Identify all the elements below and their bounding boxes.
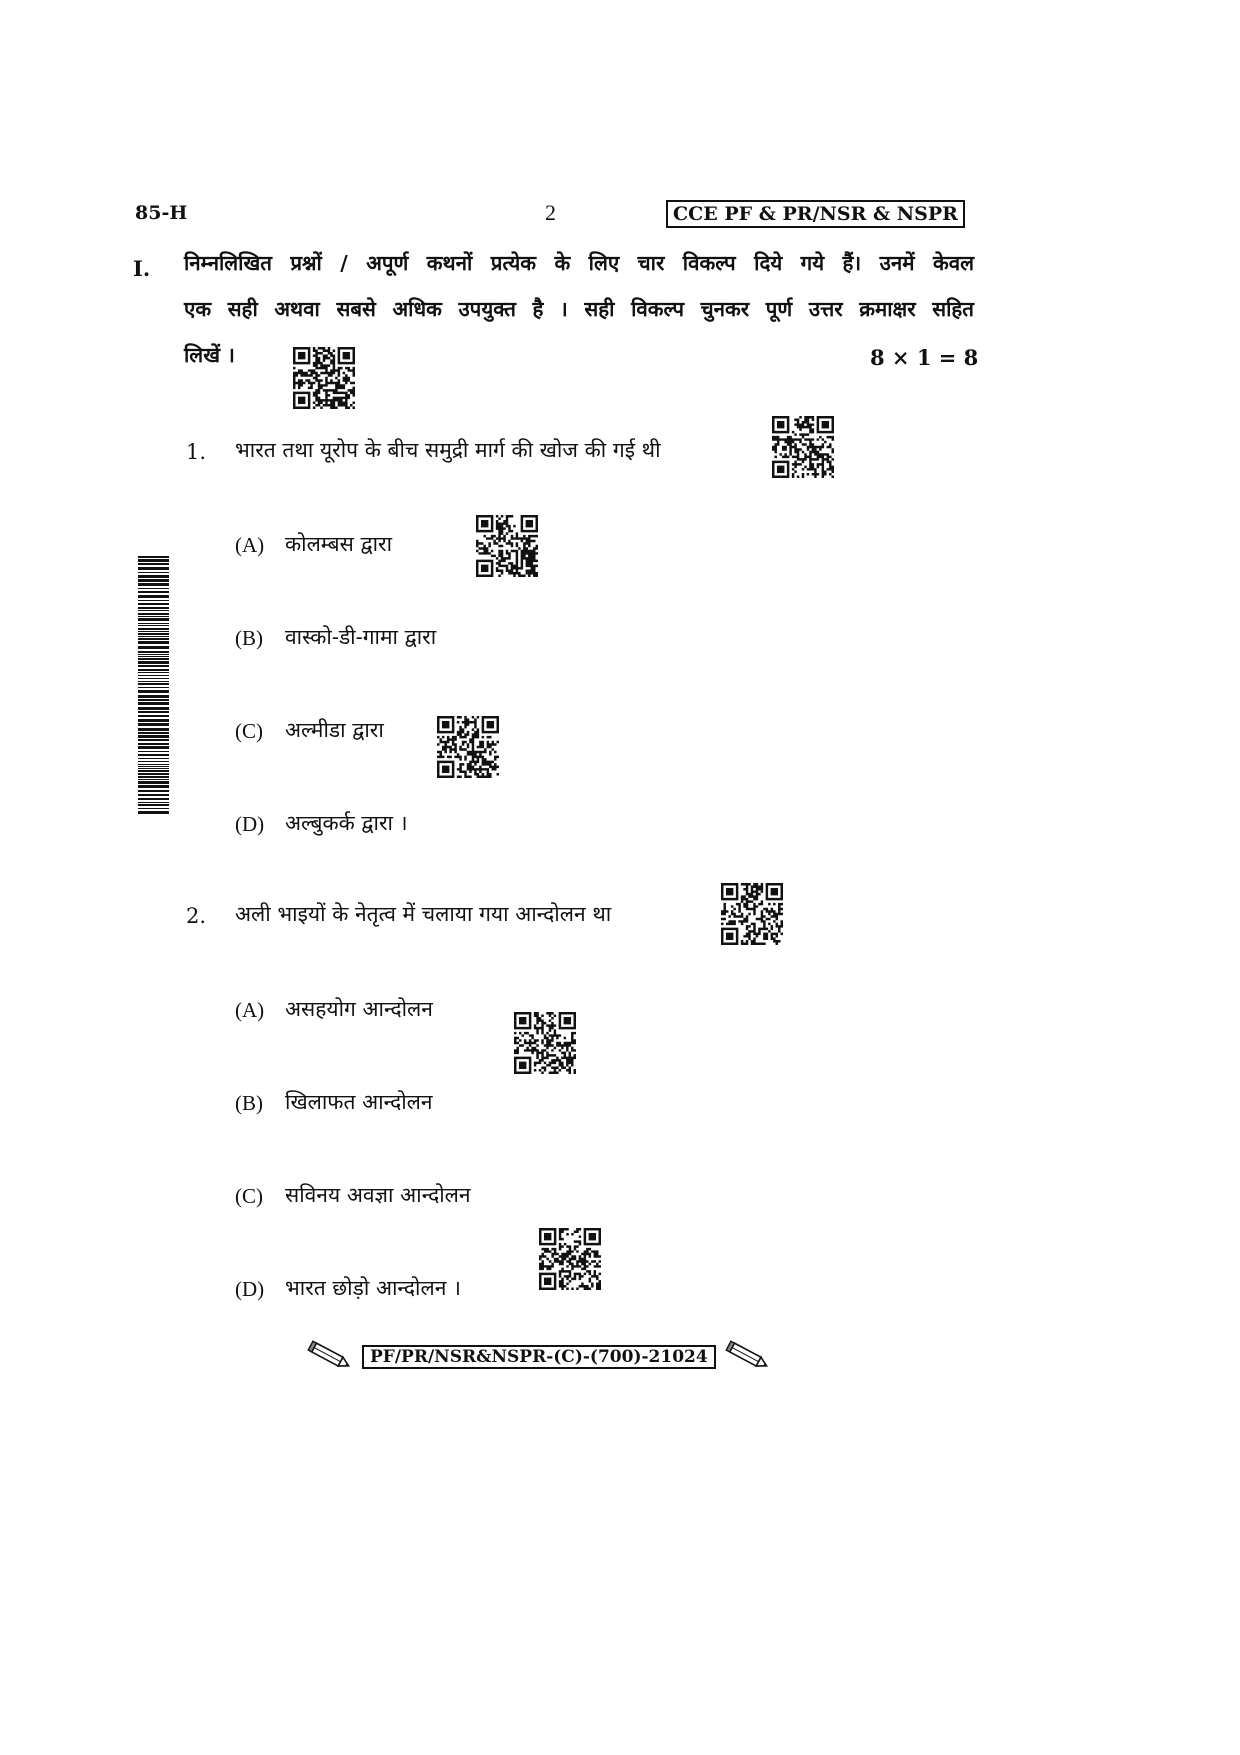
instruction-line-2: एक सही अथवा सबसे अधिक उपयुक्त है । सही विकल्प चुनकर पूर्ण उत्तर क्रमाक्षर सहित	[184, 297, 974, 321]
qr-code-icon	[476, 515, 538, 577]
qr-code-icon	[514, 1012, 576, 1074]
option-text: अल्बुकर्क द्वारा ।	[285, 811, 408, 835]
question-text: भारत तथा यूरोप के बीच समुद्री मार्ग की खोज की गई थी	[235, 438, 661, 462]
option-letter: (B)	[235, 626, 263, 650]
pencil-icon	[306, 1340, 354, 1372]
marks-label: 8 × 1 = 8	[870, 345, 979, 370]
exam-code-box: CCE PF & PR/NSR & NSPR	[666, 200, 965, 228]
option-text: खिलाफत आन्दोलन	[285, 1090, 433, 1114]
option-letter: (A)	[235, 533, 265, 557]
option-letter: (D)	[235, 1277, 265, 1301]
page-number: 2	[545, 200, 556, 225]
question-number: 2.	[186, 904, 207, 928]
instruction-line-3: लिखें ।	[184, 343, 235, 367]
qr-code-icon	[293, 347, 355, 409]
option-text: असहयोग आन्दोलन	[285, 997, 433, 1021]
option-text: वास्को-डी-गामा द्वारा	[285, 625, 437, 649]
option-letter: (B)	[235, 1091, 263, 1115]
qr-code-icon	[772, 416, 834, 478]
question-text: अली भाइयों के नेतृत्व में चलाया गया आन्दोलन था	[235, 902, 612, 926]
qr-code-icon	[437, 716, 499, 778]
option-letter: (A)	[235, 998, 265, 1022]
option-text: सविनय अवज्ञा आन्दोलन	[285, 1183, 471, 1207]
qr-code-icon	[721, 883, 783, 945]
option-letter: (C)	[235, 719, 263, 743]
option-letter: (D)	[235, 812, 265, 836]
qr-code-icon	[539, 1228, 601, 1290]
option-text: भारत छोड़ो आन्दोलन ।	[285, 1276, 462, 1300]
footer-code-box: PF/PR/NSR&NSPR-(C)-(700)-21024	[362, 1345, 716, 1369]
option-text: कोलम्बस द्वारा	[285, 532, 393, 556]
barcode-icon	[138, 556, 169, 814]
option-text: अल्मीडा द्वारा	[285, 718, 384, 742]
paper-code: 85-H	[135, 202, 188, 224]
instruction-line-1: निम्नलिखित प्रश्नों / अपूर्ण कथनों प्रत्येक के लिए चार विकल्प दिये गये हैं। उनमें केवल	[184, 251, 974, 275]
question-number: 1.	[186, 440, 207, 464]
option-letter: (C)	[235, 1184, 263, 1208]
pencil-icon	[724, 1340, 772, 1372]
section-number: I.	[133, 256, 151, 281]
